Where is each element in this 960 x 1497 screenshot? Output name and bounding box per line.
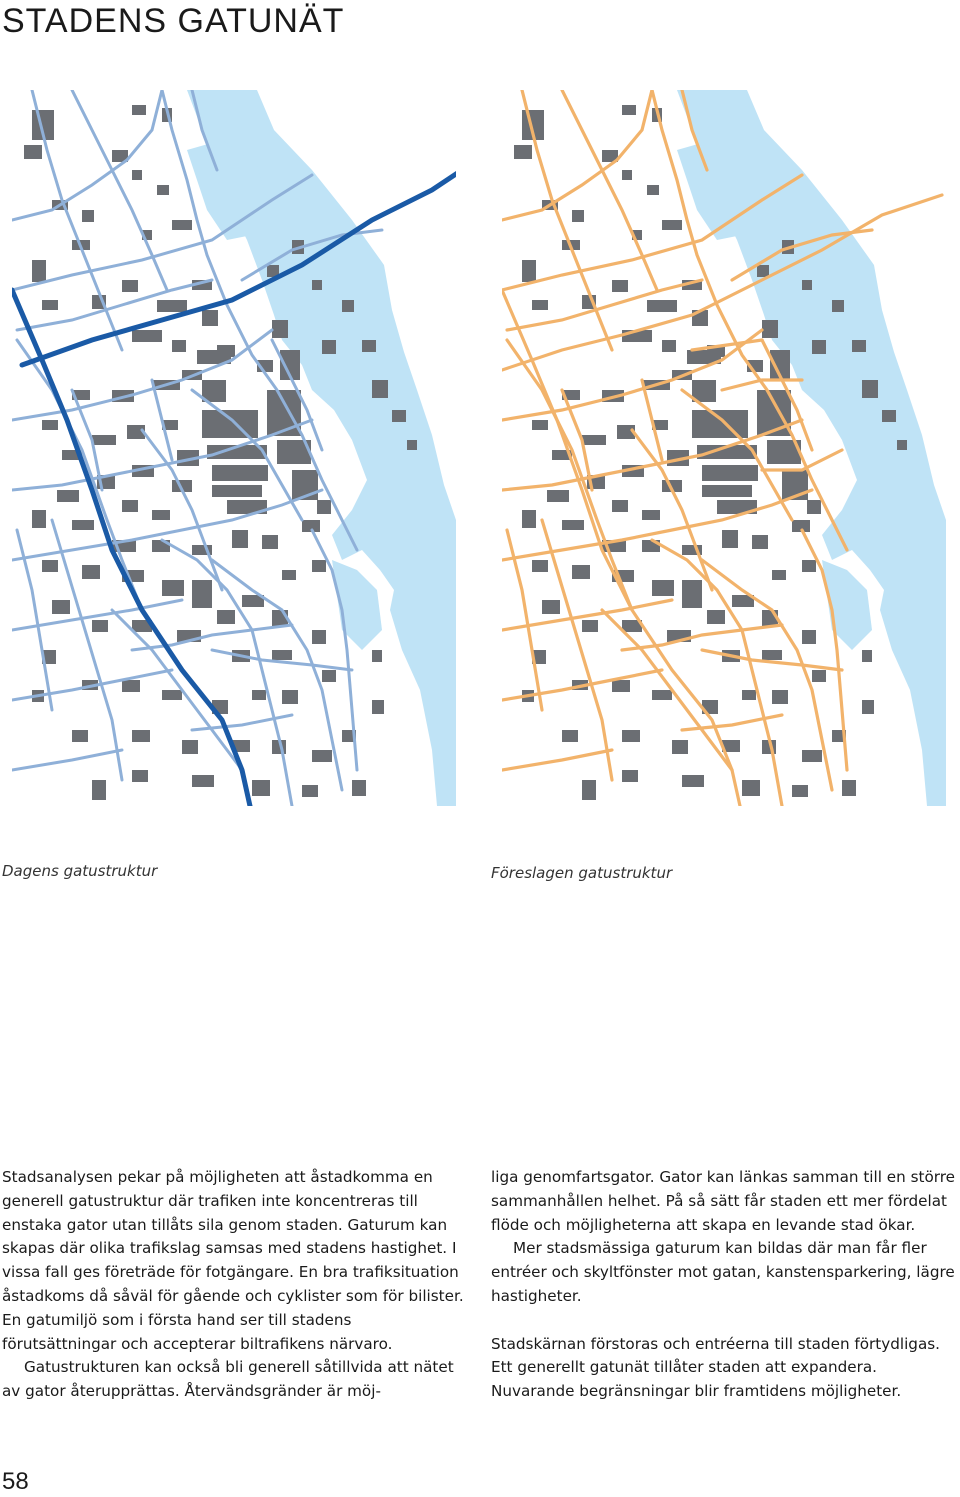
building — [652, 580, 674, 596]
building — [772, 690, 788, 704]
building — [192, 775, 214, 787]
building — [532, 560, 548, 572]
building — [672, 740, 688, 754]
building — [622, 170, 632, 180]
building — [692, 410, 748, 438]
building — [152, 510, 170, 520]
building — [172, 340, 186, 352]
building — [707, 610, 725, 624]
city-map-current — [12, 90, 456, 806]
building — [232, 530, 248, 548]
building — [92, 780, 106, 800]
building — [702, 485, 752, 497]
building — [52, 600, 70, 614]
building — [212, 485, 262, 497]
building — [762, 320, 778, 338]
building — [32, 260, 46, 282]
building — [132, 330, 162, 342]
building — [82, 210, 94, 222]
building — [532, 420, 548, 430]
building — [42, 300, 58, 310]
building — [57, 490, 79, 502]
page-title: STADENS GATUNÄT — [2, 2, 345, 40]
building — [72, 520, 94, 530]
building — [522, 260, 536, 282]
city-map-proposed — [502, 90, 946, 806]
building — [742, 690, 756, 700]
building — [582, 435, 606, 445]
building — [372, 650, 382, 662]
street — [502, 330, 762, 420]
building — [157, 300, 187, 312]
street — [652, 540, 782, 806]
building — [612, 500, 628, 512]
building — [542, 600, 560, 614]
building — [312, 560, 326, 572]
building — [372, 700, 384, 714]
building — [72, 730, 88, 742]
building — [322, 340, 336, 354]
building — [612, 280, 628, 292]
building — [312, 630, 326, 644]
building — [572, 210, 584, 222]
building — [162, 580, 184, 596]
building — [217, 610, 235, 624]
building — [802, 750, 822, 762]
building — [252, 690, 266, 700]
building — [157, 185, 169, 195]
building — [272, 320, 288, 338]
building — [622, 730, 640, 742]
building — [32, 510, 46, 528]
paragraph: Stadskärnan förstoras och entréerna till staden förtydligas. Ett generellt gatunät tillåter staden att expandera. Nuvarande begränsningar blir framtidens möjligheter. — [491, 1334, 940, 1401]
building — [757, 265, 769, 277]
building — [642, 510, 660, 520]
building — [262, 535, 278, 549]
building — [122, 500, 138, 512]
map-proposed-street-structure — [502, 90, 946, 806]
building — [352, 780, 366, 796]
building — [802, 630, 816, 644]
building — [547, 490, 569, 502]
building — [202, 310, 218, 326]
building — [92, 620, 108, 632]
building — [212, 465, 268, 481]
building — [92, 435, 116, 445]
building — [372, 380, 388, 398]
body-text-left-column — [2, 1166, 470, 1404]
building — [132, 170, 142, 180]
building — [82, 565, 100, 579]
building — [682, 580, 702, 608]
building — [842, 780, 856, 796]
building — [317, 500, 331, 514]
street — [502, 670, 662, 700]
building — [322, 670, 336, 682]
building — [202, 410, 258, 438]
building — [312, 280, 322, 290]
building — [662, 340, 676, 352]
building — [862, 380, 878, 398]
building — [392, 410, 406, 422]
building — [42, 420, 58, 430]
building — [122, 680, 140, 692]
building — [897, 440, 907, 450]
building — [312, 750, 332, 762]
map-current-street-structure — [12, 90, 456, 806]
building — [572, 565, 590, 579]
building — [342, 300, 354, 312]
building — [522, 510, 536, 528]
building — [532, 300, 548, 310]
building — [862, 650, 872, 662]
building — [182, 740, 198, 754]
building — [132, 105, 146, 115]
paragraph: Gatustrukturen kan också bli generell såtillvida att nätet av gator återupprättas. Återvändsgränder är möj- — [2, 1358, 454, 1401]
building — [272, 650, 292, 660]
building — [742, 780, 760, 796]
street — [502, 750, 612, 770]
building — [192, 580, 212, 608]
building — [802, 560, 816, 572]
building — [582, 780, 596, 800]
building — [42, 560, 58, 572]
building — [562, 730, 578, 742]
building — [362, 340, 376, 352]
caption-proposed-structure: Föreslagen gatustruktur — [491, 864, 673, 882]
building — [172, 220, 192, 230]
building — [882, 410, 896, 422]
building — [562, 520, 584, 530]
paragraph: liga genomfartsgator. Gator kan länkas samman till en större sammanhållen helhet. På så sätt får staden ett mer fördelat flöde och möjligheterna att skapa en levande stad ökar. — [491, 1168, 955, 1234]
building — [662, 220, 682, 230]
caption-current-structure: Dagens gatustruktur — [2, 862, 158, 880]
building — [807, 500, 821, 514]
building — [282, 570, 296, 580]
building — [282, 690, 298, 704]
building — [772, 570, 786, 580]
building — [652, 690, 672, 700]
building — [122, 280, 138, 292]
building — [802, 280, 812, 290]
building — [852, 340, 866, 352]
building — [762, 650, 782, 660]
building — [132, 730, 150, 742]
building — [24, 145, 42, 159]
building — [514, 145, 532, 159]
building — [722, 530, 738, 548]
street — [12, 750, 122, 770]
building — [612, 680, 630, 692]
building — [407, 440, 417, 450]
building — [812, 340, 826, 354]
building — [647, 300, 677, 312]
building — [812, 670, 826, 682]
building — [132, 770, 148, 782]
building — [792, 785, 808, 797]
building — [622, 770, 638, 782]
building — [682, 775, 704, 787]
page-number: 58 — [2, 1468, 29, 1495]
building — [252, 780, 270, 796]
building — [162, 690, 182, 700]
paragraph: Stadsanalysen pekar på möjligheten att åstadkomma en generell gatustruktur där trafiken inte koncentreras till enstaka gator utan tillåts sila genom staden. Gaturum kan skapas där olika trafikslag samsas med stadens hastighet. I vissa fall ges företräde för fotgängare. En bra trafiksituation åstadkoms då såväl för gående och cyklister som för bilister. En gatumiljö som i första hand ser till stadens förutsättningar och accepterar biltrafikens närvaro. — [2, 1168, 464, 1353]
building — [582, 620, 598, 632]
street — [692, 340, 762, 350]
building — [702, 465, 758, 481]
building — [862, 700, 874, 714]
street — [12, 330, 272, 420]
body-text-right-column — [491, 1166, 959, 1404]
street — [12, 670, 172, 700]
building — [302, 785, 318, 797]
building — [622, 105, 636, 115]
building — [832, 300, 844, 312]
building — [752, 535, 768, 549]
building — [647, 185, 659, 195]
paragraph: Mer stadsmässiga gaturum kan bildas där man får fler entréer och skyltfönster mot gatan, kanstensparkering, lägre hastigheter. — [491, 1239, 955, 1305]
